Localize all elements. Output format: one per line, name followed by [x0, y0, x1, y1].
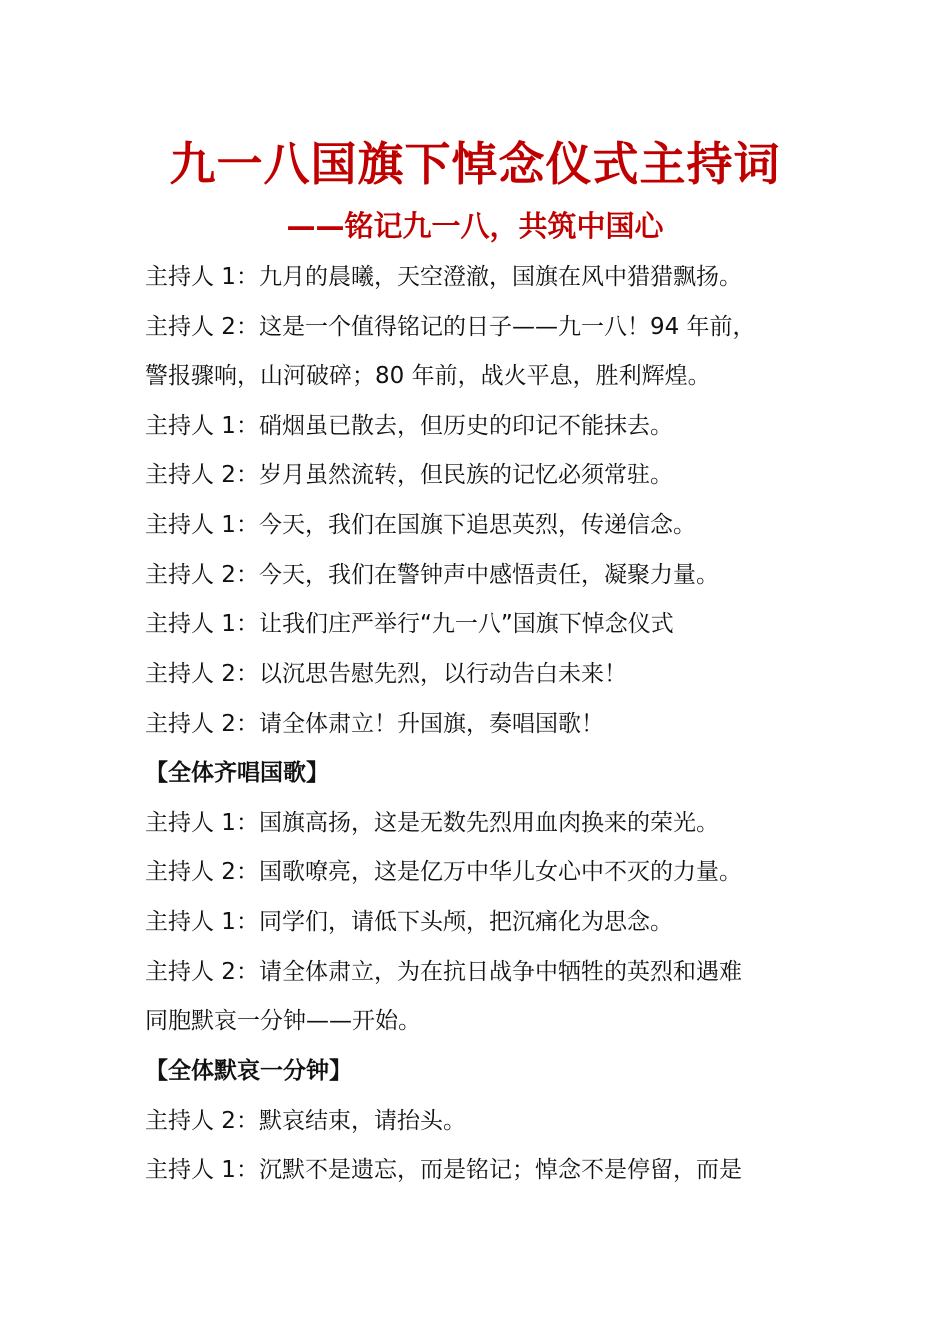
script-line: 主持人 2：以沉思告慰先烈，以行动告白未来！ — [145, 661, 627, 687]
script-line: 主持人 2：请全体肃立，为在抗日战争中牺牲的英烈和遇难 — [145, 959, 742, 985]
script-line: 主持人 1：让我们庄严举行“九一八”国旗下悼念仪式 — [145, 611, 674, 637]
script-line: 同胞默哀一分钟——开始。 — [145, 1008, 421, 1034]
document-subtitle: ——铭记九一八，共筑中国心 — [286, 209, 664, 243]
script-line: 主持人 2：今天，我们在警钟声中感悟责任，凝聚力量。 — [145, 562, 719, 588]
stage-direction: 【全体齐唱国歌】 — [145, 760, 329, 786]
script-line: 主持人 1：沉默不是遗忘，而是铭记；悼念不是停留，而是 — [145, 1157, 742, 1183]
script-line: 警报骤响，山河破碎；80 年前，战火平息，胜利辉煌。 — [145, 363, 711, 389]
script-line: 主持人 1：同学们，请低下头颅，把沉痛化为思念。 — [145, 909, 673, 935]
document-title: 九一八国旗下悼念仪式主持词 — [169, 137, 781, 191]
script-line: 主持人 2：这是一个值得铭记的日子——九一八！94 年前， — [145, 314, 756, 340]
script-line: 主持人 1：硝烟虽已散去，但历史的印记不能抹去。 — [145, 413, 673, 439]
script-line: 主持人 2：岁月虽然流转，但民族的记忆必须常驻。 — [145, 462, 673, 488]
script-line: 主持人 2：请全体肃立！升国旗，奏唱国歌！ — [145, 711, 604, 737]
script-line: 主持人 2：国歌嘹亮，这是亿万中华儿女心中不灭的力量。 — [145, 859, 742, 885]
script-line: 主持人 1：国旗高扬，这是无数先烈用血肉换来的荣光。 — [145, 810, 719, 836]
script-line: 主持人 1：今天，我们在国旗下追思英烈，传递信念。 — [145, 512, 696, 538]
script-line: 主持人 2：默哀结束，请抬头。 — [145, 1108, 466, 1134]
script-line: 主持人 1：九月的晨曦，天空澄澈，国旗在风中猎猎飘扬。 — [145, 264, 742, 290]
stage-direction: 【全体默哀一分钟】 — [145, 1058, 352, 1084]
